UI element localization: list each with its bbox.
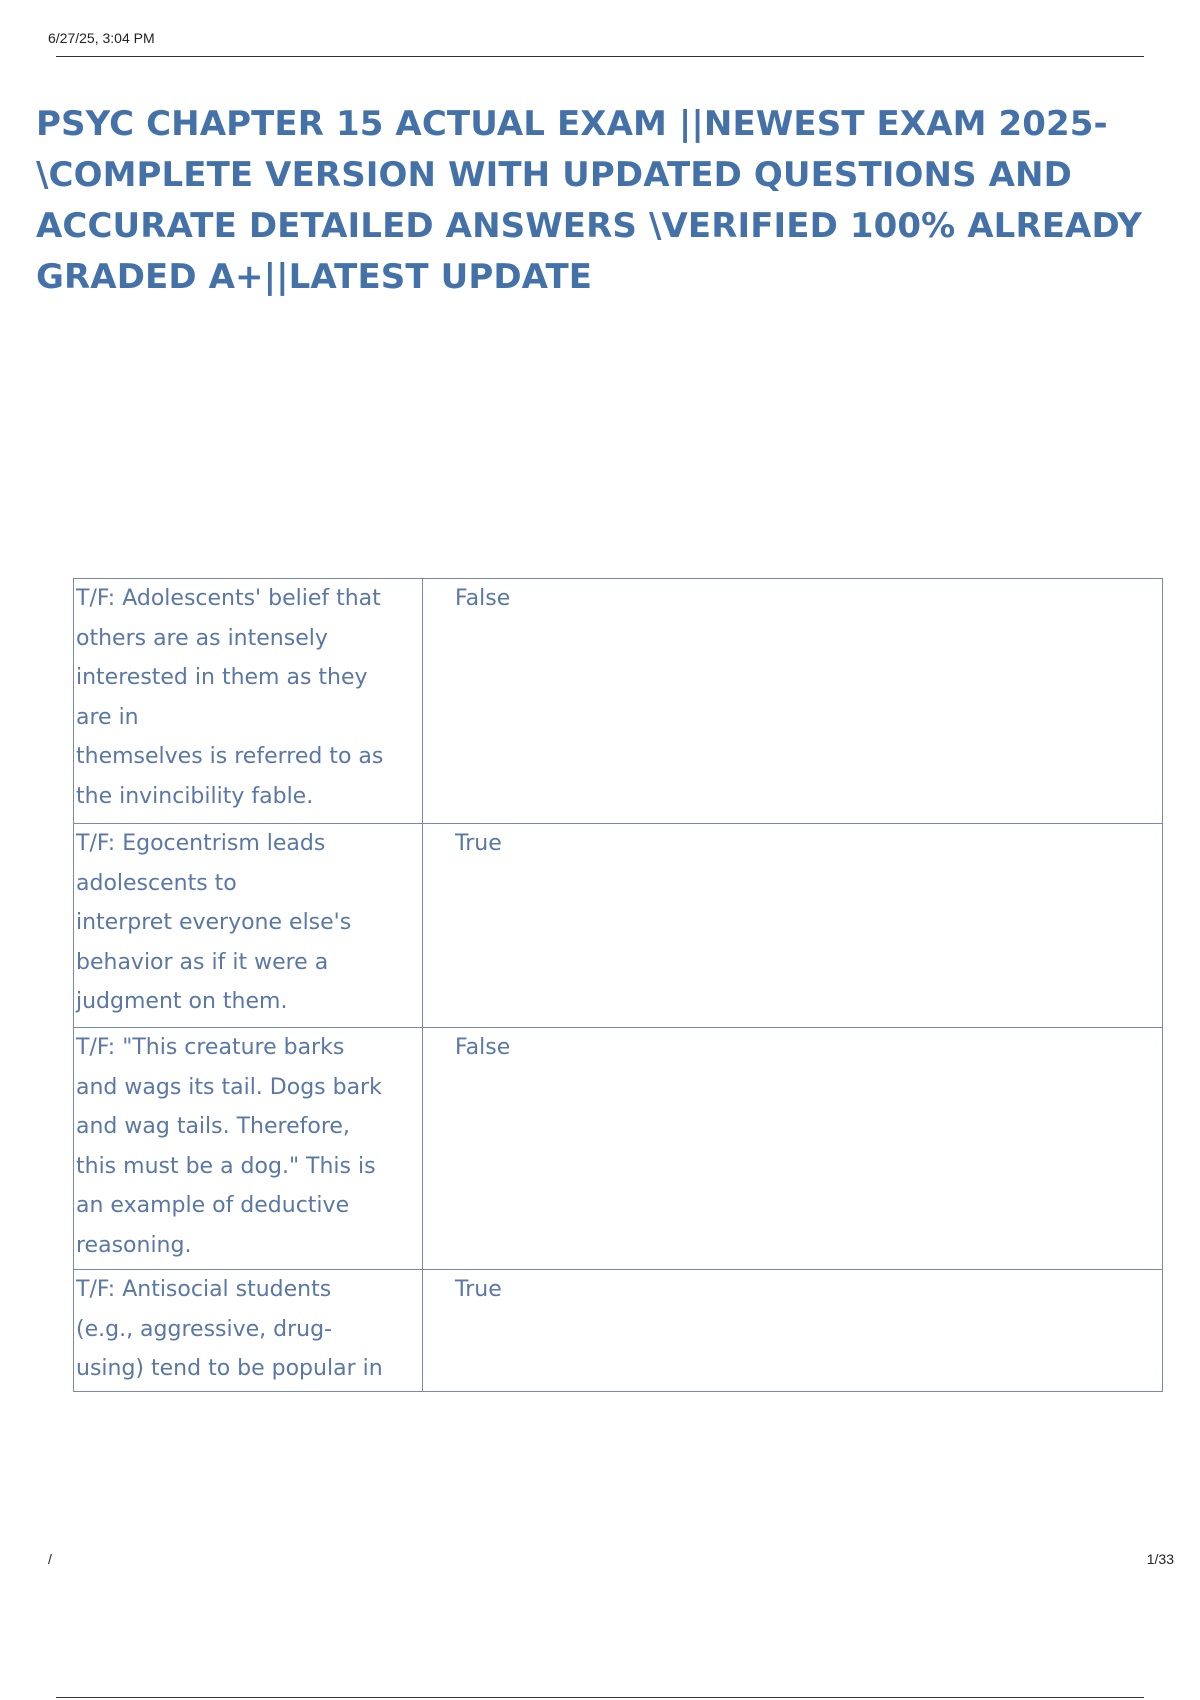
question-cell bbox=[74, 1270, 423, 1392]
question-line: adolescents to bbox=[76, 870, 237, 896]
table-row bbox=[74, 1270, 1163, 1392]
question-cell bbox=[74, 579, 423, 824]
question-line: the invincibility fable. bbox=[76, 783, 314, 809]
question-line: interpret everyone else's bbox=[76, 910, 352, 935]
question-answer-table bbox=[73, 578, 1163, 1392]
question-line: interested in them as they bbox=[76, 665, 368, 690]
question-line: others are as intensely bbox=[76, 625, 328, 651]
title-line: GRADED A+||LATEST UPDATE bbox=[36, 257, 593, 297]
question-line: reasoning. bbox=[76, 1232, 192, 1258]
footer-url: / bbox=[48, 1551, 52, 1567]
question-line: T/F: "This creature barks bbox=[76, 1035, 345, 1060]
question-line: themselves is referred to as bbox=[76, 744, 384, 769]
question-line: and wags its tail. Dogs bark bbox=[76, 1074, 382, 1100]
question-line: and wag tails. Therefore, bbox=[76, 1114, 350, 1139]
table-row bbox=[74, 1028, 1163, 1270]
page-number: 1/33 bbox=[1146, 1551, 1174, 1567]
question-line: an example of deductive bbox=[76, 1193, 350, 1218]
answer-cell: False bbox=[423, 1028, 1163, 1270]
question-line: T/F: Egocentrism leads bbox=[76, 831, 326, 856]
question-line: using) tend to be popular in bbox=[76, 1356, 383, 1381]
title-line: \COMPLETE VERSION WITH UPDATED QUESTIONS AND bbox=[36, 155, 1072, 195]
question-cell bbox=[74, 824, 423, 1028]
question-line: judgment on them. bbox=[76, 989, 288, 1014]
title-line: PSYC CHAPTER 15 ACTUAL EXAM ||NEWEST EXAM 2025- bbox=[36, 104, 1108, 144]
question-line: T/F: Antisocial students bbox=[76, 1277, 332, 1302]
answer-cell: True bbox=[423, 824, 1163, 1028]
question-cell bbox=[74, 1028, 423, 1270]
answer-cell: True bbox=[423, 1270, 1163, 1392]
document-title bbox=[36, 99, 1176, 303]
header-divider bbox=[56, 56, 1144, 57]
question-line: behavior as if it were a bbox=[76, 949, 329, 975]
question-line: T/F: Adolescents' belief that bbox=[76, 586, 381, 611]
print-timestamp: 6/27/25, 3:04 PM bbox=[48, 30, 155, 46]
table-row bbox=[74, 824, 1163, 1028]
question-line: (e.g., aggressive, drug- bbox=[76, 1316, 332, 1342]
footer-divider bbox=[56, 1697, 1144, 1698]
question-line: are in bbox=[76, 704, 139, 730]
answer-cell: False bbox=[423, 579, 1163, 824]
title-line: ACCURATE DETAILED ANSWERS \VERIFIED 100% ALREADY bbox=[36, 206, 1143, 246]
question-line: this must be a dog." This is bbox=[76, 1153, 376, 1179]
table-row bbox=[74, 579, 1163, 824]
